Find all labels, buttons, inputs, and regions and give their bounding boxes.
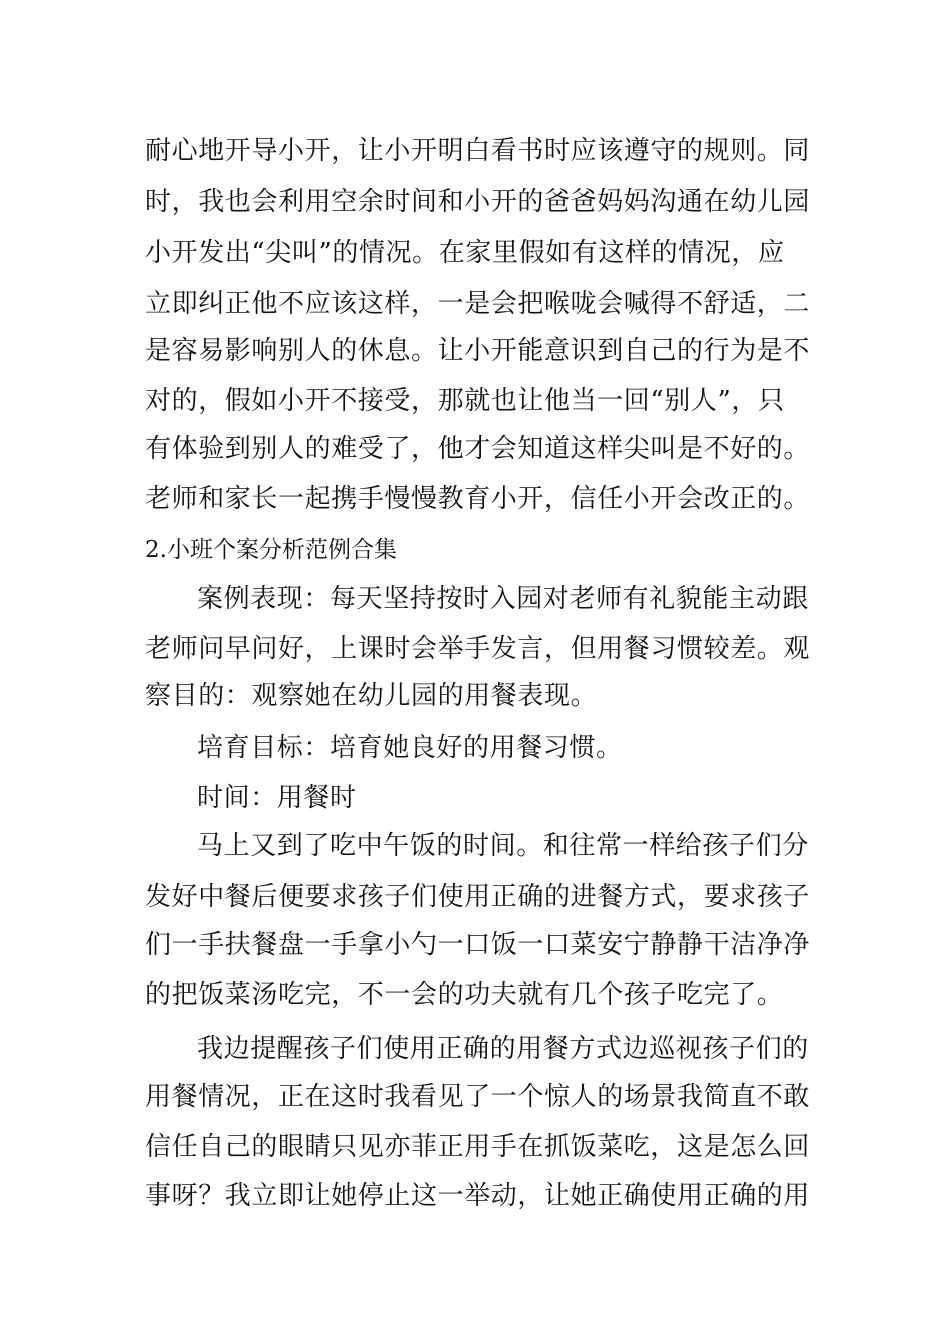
text-line: 有体验到别人的难受了，他才会知道这样尖叫是不好的。 bbox=[145, 434, 811, 464]
text-line: 的把饭菜汤吃完，不一会的功夫就有几个孩子吃完了。 bbox=[145, 980, 784, 1010]
text-line: 案例表现：每天坚持按时入园对老师有礼貌能主动跟 bbox=[197, 584, 809, 614]
text-line: 事呀？我立即让她停止这一举动，让她正确使用正确的用 bbox=[145, 1181, 811, 1211]
text-line: 我边提醒孩子们使用正确的用餐方式边巡视孩子们的 bbox=[197, 1034, 809, 1064]
text-line: 信任自己的眼睛只见亦菲正用手在抓饭菜吃，这是怎么回 bbox=[145, 1132, 811, 1162]
time-line: 时间：用餐时 bbox=[197, 783, 357, 813]
text-line: 小开发出“尖叫”的情况。在家里假如有这样的情况，应 bbox=[145, 238, 785, 268]
text-line: 用餐情况，正在这时我看见了一个惊人的场景我简直不敢 bbox=[145, 1082, 811, 1112]
text-line: 时，我也会利用空余时间和小开的爸爸妈妈沟通在幼儿园 bbox=[145, 187, 811, 217]
text-line: 老师和家长一起携手慢慢教育小开，信任小开会改正的。 bbox=[145, 484, 811, 514]
section-heading: 2.小班个案分析范例合集 bbox=[145, 537, 397, 563]
text-line: 们一手扶餐盘一手拿小勺一口饭一口菜安宁静静干洁净净 bbox=[145, 930, 811, 960]
text-line: 立即纠正他不应该这样，一是会把喉咙会喊得不舒适，二 bbox=[145, 289, 811, 319]
text-line: 对的，假如小开不接受，那就也让他当一回“别人”，只 bbox=[145, 386, 785, 416]
text-line: 耐心地开导小开，让小开明白看书时应该遵守的规则。同 bbox=[145, 136, 811, 166]
text-line: 老师问早问好，上课时会举手发言，但用餐习惯较差。观 bbox=[145, 634, 811, 664]
goal-line: 培育目标：培育她良好的用餐习惯。 bbox=[197, 733, 623, 763]
text-line: 发好中餐后便要求孩子们使用正确的进餐方式，要求孩子 bbox=[145, 882, 811, 912]
text-line: 马上又到了吃中午饭的时间。和往常一样给孩子们分 bbox=[197, 831, 809, 861]
text-line: 察目的：观察她在幼儿园的用餐表现。 bbox=[145, 681, 598, 711]
text-line: 是容易影响别人的休息。让小开能意识到自己的行为是不 bbox=[145, 336, 811, 366]
